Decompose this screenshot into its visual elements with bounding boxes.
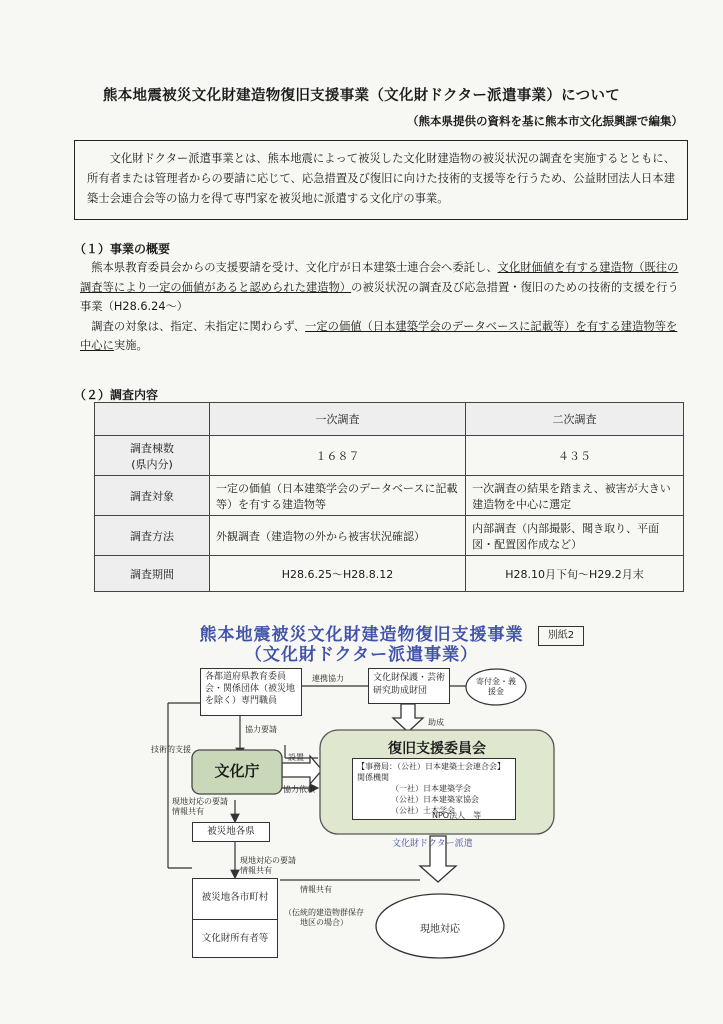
municipal-owner-box [192, 878, 278, 958]
label-coop-request2: 協力依頼 [283, 785, 315, 794]
bunkacho-label: 文化庁 [214, 762, 260, 780]
label-local-req1 [172, 797, 228, 817]
cell-first: 一定の価値（日本建築学会のデータベースに記載等）を有する建造物等 [210, 476, 466, 516]
document-title: 熊本地震被災文化財建造物復旧支援事業（文化財ドクター派遣事業）について [102, 88, 621, 104]
org-item: （一社）日本建築学会 [391, 784, 471, 793]
row-label: 調査棟数 (県内分) [95, 436, 210, 476]
owners-label: 文化財所有者等 [201, 933, 269, 944]
annex-label: 別紙2 [538, 626, 584, 646]
cell-first: H28.6.25～H28.8.12 [210, 556, 466, 592]
table-corner [95, 403, 210, 436]
local-req2-text: 現地対応の要請 [240, 856, 296, 865]
table-header-row [95, 403, 684, 436]
label-subsidy: 助成 [428, 718, 444, 727]
diagram-subtitle: （文化財ドクター派遣事業） [244, 645, 479, 665]
section1-paragraph2 [80, 317, 685, 356]
label-establish: 設置 [288, 753, 304, 762]
related-orgs-label: 関係機関 [357, 773, 389, 782]
onsite-label: 現地対応 [420, 924, 460, 935]
committee-title: 復旧支援委員会 [388, 741, 486, 757]
label-tech-support: 技術的支援 [151, 745, 191, 754]
header-first-survey: 一次調査 [210, 403, 466, 436]
definition-box [74, 140, 688, 220]
table-row [95, 476, 684, 516]
section2-heading: （２）調査内容 [74, 388, 159, 402]
disaster-pref-box: 被災地各県 [192, 822, 270, 842]
label-coop-request: 協力要請 [245, 725, 277, 734]
label-donation: 寄付金・義援金 [476, 677, 516, 696]
section1-body [80, 258, 685, 356]
section1-heading: （１）事業の概要 [74, 242, 171, 256]
p2-text-b: 実施。 [113, 339, 148, 352]
row-label: 調査方法 [95, 516, 210, 556]
cell-first: １６８７ [210, 436, 466, 476]
label-local-req2 [240, 856, 296, 876]
label-cooperation: 連携協力 [312, 674, 344, 683]
municipalities-label: 被災地各市町村 [193, 879, 277, 920]
label-info-share3: 情報共有 [300, 885, 332, 894]
org-item: （公社）土木学会 [391, 806, 455, 815]
info-share1-text: 情報共有 [172, 807, 204, 816]
org-item-npo: NPO法人 等 [432, 811, 482, 820]
p1-underlined: 文化財価値を有する建造物（既往の調査等により一定の価値があると認められた建造物） [80, 261, 679, 294]
table-row [95, 556, 684, 592]
cell-second: 内部調査（内部撮影、聞き取り、平面図・配置図作成など） [466, 516, 684, 556]
table-row [95, 516, 684, 556]
local-req1-text: 現地対応の要請 [172, 797, 228, 806]
cell-first: 外観調査（建造物の外から被害状況確認） [210, 516, 466, 556]
flow-diagram [0, 660, 723, 1024]
section1-paragraph1 [80, 258, 685, 317]
arrow-subsidy [393, 704, 423, 732]
info-share2-text: 情報共有 [240, 866, 272, 875]
label-doctor-dispatch: 文化財ドクター派遣 [392, 839, 473, 849]
label-traditional-note: （伝統的建造物群保存地区の場合） [284, 908, 364, 927]
survey-table [94, 402, 684, 592]
p1-text-b: の被災状況の調査及び応急措置・復旧のための技術的支援を行う事業（H28.6.24～） [80, 280, 679, 313]
secretariat: 【事務局：（公社）日本建築士会連合会】 [357, 762, 505, 771]
org-item: （公社）日本建築家協会 [391, 795, 479, 804]
p1-text-a: 熊本県教育委員会からの支援要請を受け、文化庁が日本建築士連合会へ委託し、 [91, 261, 498, 274]
definition-text: 文化財ドクター派遣事業とは、熊本地震によって被災した文化財建造物の被災状況の調査を実施するとともに、所有者または管理者からの要請に応じて、応急措置及び復旧に向けた技術的支援等を行うため、公益財団法人日本建築士会連合会等の協力を得て専門家を被災地に派遣する文化庁の事業。 [87, 152, 675, 205]
p2-text-a: 調査の対象は、指定、未指定に関わらず、 [91, 319, 306, 333]
diagram-title: 熊本地震被災文化財建造物復旧支援事業 [199, 625, 524, 645]
cell-second: H28.10月下旬～H29.2月末 [466, 556, 684, 592]
row-label: 調査期間 [95, 556, 210, 592]
table-row [95, 436, 684, 476]
cell-second: ４３５ [466, 436, 684, 476]
document-subtitle: （熊本県提供の資料を基に熊本市文化振興課で編集） [407, 114, 683, 128]
pref-boards-box: 各都道府県教育委員会・関係団体（被災地を除く）専門職員 [200, 668, 302, 716]
p2-underlined: 一定の価値（日本建築学会のデータベースに記載等）を有する建造物等を中心に [80, 319, 678, 352]
cell-second: 一次調査の結果を踏まえ、被害が大きい建造物を中心に選定 [466, 476, 684, 516]
foundation-box: 文化財保護・芸術研究助成財団 [368, 668, 450, 704]
row-label: 調査対象 [95, 476, 210, 516]
header-second-survey: 二次調査 [466, 403, 684, 436]
